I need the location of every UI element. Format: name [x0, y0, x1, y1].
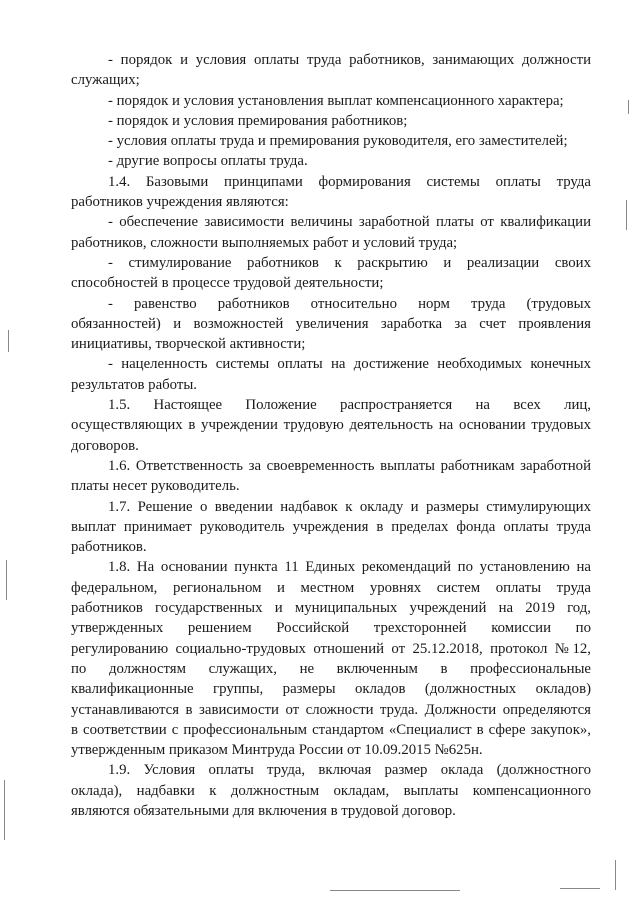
- text-line: федеральном, региональном и местном уровнях систем оплаты труда: [71, 579, 591, 596]
- text-line: 1.8. На основании пункта 11 Единых рекомендаций по установлению на: [108, 559, 591, 576]
- text-line: по должностям служащих, не включенным в профессиональные: [71, 660, 591, 677]
- text-line: оклада), надбавки к должностным окладам, выплаты компенсационного: [71, 782, 591, 799]
- scan-artifact-bottom-2: [560, 888, 600, 889]
- scan-artifact-left-2: [6, 560, 7, 600]
- document-body: [71, 50, 591, 821]
- text-line: платы несет руководитель.: [71, 478, 240, 495]
- text-line: - порядок и условия оплаты труда работников, занимающих должности: [108, 52, 591, 68]
- scan-artifact-bottom-1: [330, 890, 460, 891]
- text-line: - порядок и условия установления выплат компенсационного характера;: [108, 92, 564, 109]
- scan-artifact-left-3: [4, 780, 5, 840]
- text-line: результатов работы.: [71, 376, 197, 393]
- text-line: в соответствии с профессиональным стандартом «Специалист в сфере закупок»,: [71, 721, 591, 738]
- text-line: - порядок и условия премирования работников;: [108, 112, 408, 129]
- text-line: регулированию социально-трудовых отношений от 25.12.2018, протокол №12,: [71, 640, 591, 657]
- text-line: договоров.: [71, 437, 139, 454]
- text-line: осуществляющих в учреждении трудовую деятельность на основании трудовых: [71, 417, 591, 434]
- text-line: - условия оплаты труда и премирования руководителя, его заместителей;: [108, 133, 568, 150]
- text-line: работников, сложности выполняемых работ и условий труда;: [71, 234, 458, 251]
- text-line: способностей в процессе трудовой деятельности;: [71, 275, 384, 292]
- text-line: - обеспечение зависимости величины заработной платы от квалификации: [108, 214, 591, 231]
- text-line: 1.5. Настоящее Положение распространяется на всех лиц,: [108, 397, 591, 414]
- text-line: квалификационные группы, размеры окладов (должностных окладов): [71, 681, 591, 698]
- text-line: утвержденных решением Российской трехсторонней комиссии по: [71, 620, 591, 637]
- text-line: 1.6. Ответственность за своевременность выплаты работникам заработной: [108, 457, 591, 474]
- scan-artifact-right-1: [628, 100, 629, 114]
- text-line: устанавливаются в зависимости от сложности труда. Должности определяются: [71, 701, 591, 718]
- text-line: служащих;: [71, 72, 140, 89]
- text-line: работников государственных и муниципальных учреждений на 2019 год,: [71, 600, 591, 617]
- text-line: - равенство работников относительно норм труда (трудовых: [108, 295, 591, 312]
- scan-artifact-right-2: [626, 200, 627, 230]
- text-line: - другие вопросы оплаты труда.: [108, 153, 308, 170]
- text-line: - стимулирование работников к раскрытию и реализации своих: [108, 254, 591, 271]
- text-line: 1.9. Условия оплаты труда, включая размер оклада (должностного: [108, 762, 591, 779]
- scan-artifact-bottom-3: [615, 860, 616, 890]
- text-line: обязанностей) и возможностей увеличения заработка за счет проявления: [71, 315, 591, 332]
- text-line: инициативы, творческой активности;: [71, 336, 306, 353]
- text-line: 1.4. Базовыми принципами формирования системы оплаты труда: [108, 173, 591, 190]
- text-line: работников учреждения являются:: [71, 194, 289, 211]
- text-line: 1.7. Решение о введении надбавок к окладу и размеры стимулирующих: [108, 498, 591, 515]
- text-line: работников.: [71, 539, 147, 556]
- text-line: утвержденным приказом Минтруда России от 10.09.2015 №625н.: [71, 742, 483, 759]
- text-line: выплат принимает руководитель учреждения в пределах фонда оплаты труда: [71, 518, 591, 535]
- scan-artifact-left-1: [8, 330, 9, 352]
- text-line: - нацеленность системы оплаты на достижение необходимых конечных: [108, 356, 591, 373]
- text-line: являются обязательными для включения в трудовой договор.: [71, 802, 456, 819]
